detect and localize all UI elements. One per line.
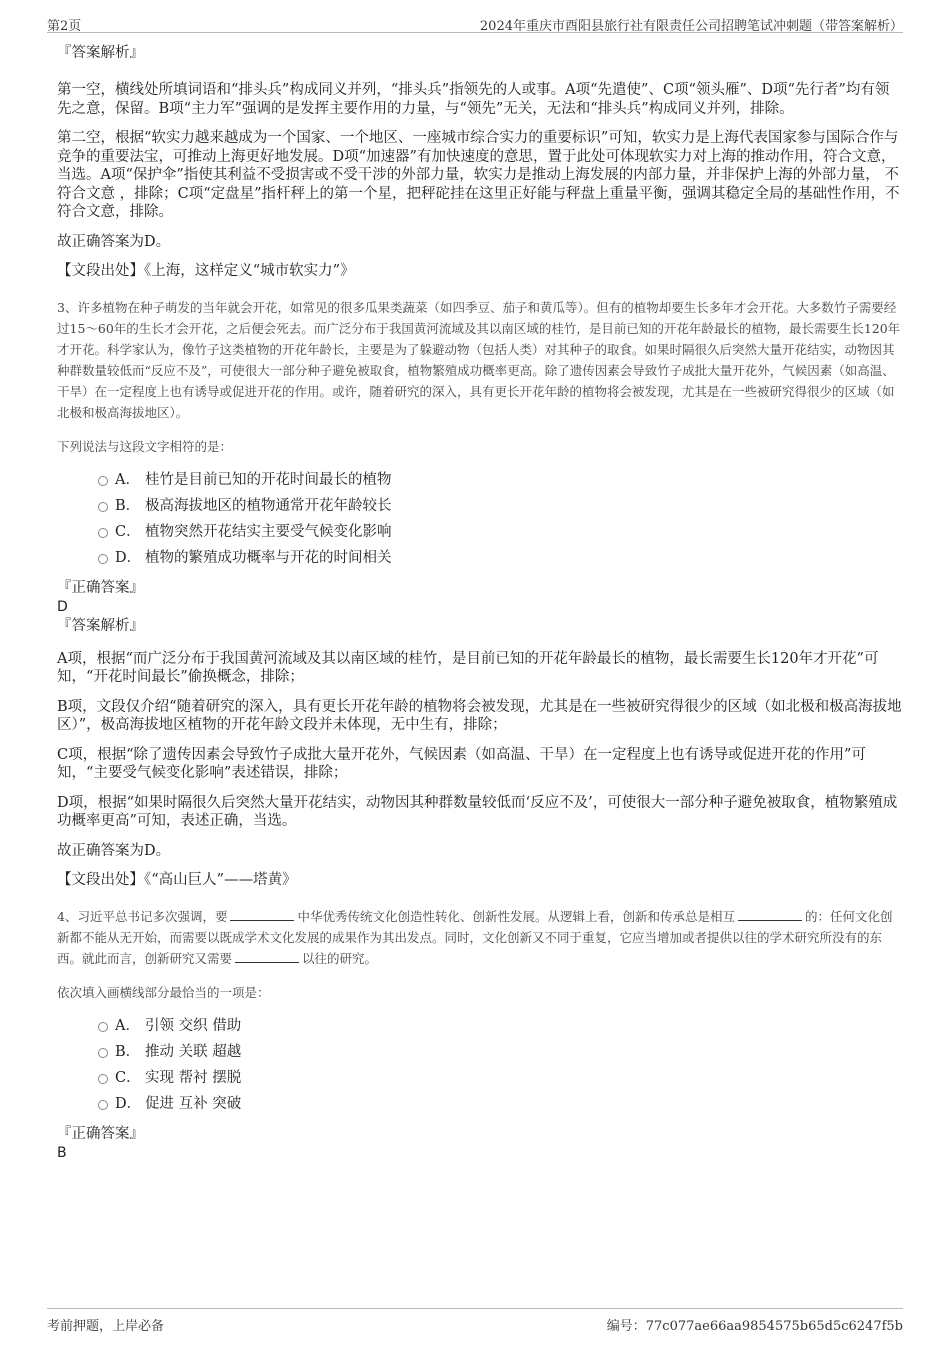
radio-button[interactable] [98, 502, 108, 512]
radio-button[interactable] [98, 476, 108, 486]
q4-stem [57, 906, 903, 969]
q4-option-a[interactable] [57, 1013, 903, 1039]
option-text: 植物突然开花结实主要受气候变化影响 [145, 523, 392, 540]
question-4 [57, 906, 903, 1163]
q3-analysis-c: C项，根据“除了遗传因素会导致竹子成批大量开花外，气候因素（如高温、干旱）在一定程度上也有诱导或促进开花的作用”可知，“主要受气候变化影响”表述错误，排除； [57, 746, 866, 781]
q2-analysis-paragraph: 第一空，横线处所填词语和“排头兵”构成同义并列，“排头兵”指领先的人或事。A项“先遣使”、C项“领头雁”、D项“先行者”均有领先之意，保留。B项“主力军”强调的是发挥主要作用的力量，与“领先”无关，无法和“排头兵”构成同义并列，排除。 [57, 82, 890, 117]
fill-blank [230, 908, 294, 921]
q2-source: 【文段出处】《上海，这样定义“城市软实力”》 [57, 263, 355, 279]
option-text: 植物的繁殖成功概率与开花的时间相关 [145, 549, 392, 566]
q4-options [57, 1013, 903, 1117]
q4-stem-part: 中华优秀传统文化创造性转化、创新性发展。从逻辑上看，创新和传承总是相互 [297, 908, 735, 924]
radio-button[interactable] [98, 554, 108, 564]
q3-option-c[interactable] [57, 519, 903, 545]
option-text: 引领 交织 借助 [145, 1017, 242, 1034]
q3-analysis-a: A项，根据“而广泛分布于我国黄河流域及其以南区域的桂竹，是目前已知的开花年龄最长的植物，最长需要生长120年才开花”可知，“开花时间最长”偷换概念，排除； [57, 650, 879, 685]
radio-button[interactable] [98, 528, 108, 538]
option-letter: B． [115, 497, 141, 514]
q3-source: 【文段出处】《“高山巨人”——塔黄》 [57, 872, 297, 888]
page-content [57, 44, 903, 1163]
option-letter: B． [115, 1043, 141, 1060]
radio-button[interactable] [98, 1100, 108, 1110]
page-header [47, 12, 903, 33]
q4-stem-part: 的：任何文化创新都不能从无开始，而需要以既成学术文化发展的成果作为其出发点。同时，文化创新又不同于重复，它应当增加或者提供以往的学术研究所没有的东西。就此而言，创新研究又需要 [57, 908, 893, 966]
q3-correct-answer: D [57, 598, 68, 615]
q4-prompt: 依次填入画横线部分最恰当的一项是： [57, 984, 270, 1000]
question-3 [57, 297, 903, 890]
option-letter: C． [115, 523, 141, 540]
q2-analysis-paragraph: 第二空，根据“软实力越来越成为一个国家、一个地区、一座城市综合实力的重要标识”可知，软实力是上海代表国家参与国际合作与竞争的重要法宝，可推动上海更好地发展。D项“加速器”有加快速度的意思，置于此处可体现软实力对上海的推动作用，符合文意，当选。A项“保护伞”指使其利益不受损害或不受干涉的外部力量，软实力是推动上海发展的内部力量，并非保护上海的外部力量， 不符合文意 ，排除；C项“定盘星”指杆秤上的第一个星，把秤砣挂在这里正好能与秤盘上重量平衡，强调其稳定全局的基础性作用，不符合文意，排除。 [57, 130, 900, 220]
radio-button[interactable] [98, 1022, 108, 1032]
fill-blank [738, 908, 802, 921]
q3-correct-label: 『正确答案』 [57, 579, 144, 596]
page-footer [47, 1308, 903, 1333]
option-letter: D． [115, 1095, 142, 1112]
radio-button[interactable] [98, 1048, 108, 1058]
q3-analysis-d: D项，根据“如果时隔很久后突然大量开花结实，动物因其种群数量较低而‘反应不及’，可使很大一部分种子避免被取食，植物繁殖成功概率更高”可知，表述正确，当选。 [57, 794, 898, 829]
q4-option-c[interactable] [57, 1065, 903, 1091]
q3-option-d[interactable] [57, 545, 903, 571]
q4-correct-label: 『正确答案』 [57, 1125, 144, 1142]
footer-slogan: 考前押题，上岸必备 [47, 1319, 165, 1334]
q3-options [57, 467, 903, 571]
fill-blank [235, 950, 299, 963]
q3-analysis-label: 『答案解析』 [57, 617, 144, 634]
q3-prompt: 下列说法与这段文字相符的是： [57, 438, 233, 454]
q3-option-a[interactable] [57, 467, 903, 493]
q2-analysis-section [57, 44, 903, 281]
q2-conclusion: 故正确答案为D。 [57, 233, 171, 250]
option-letter: A． [115, 1017, 140, 1034]
option-text: 桂竹是目前已知的开花时间最长的植物 [145, 471, 392, 488]
option-text: 促进 互补 突破 [145, 1095, 242, 1112]
q3-analysis-b: B项，文段仅介绍“随着研究的深入，具有更长开花年龄的植物将会被发现，尤其是在一些被研究得很少的区域（如北极和极高海拔地区）”，极高海拔地区植物的开花年龄文段并未体现，无中生有，排除； [57, 698, 902, 733]
option-text: 实现 帮衬 摆脱 [145, 1069, 242, 1086]
q4-stem-part: 以往的研究。 [302, 950, 378, 966]
q4-option-d[interactable] [57, 1091, 903, 1117]
option-text: 极高海拔地区的植物通常开花年龄较长 [145, 497, 392, 514]
option-text: 推动 关联 超越 [145, 1043, 242, 1060]
document-serial: 编号：77c077ae66aa9854575b65d5c6247f5b [606, 1319, 903, 1334]
q3-option-b[interactable] [57, 493, 903, 519]
radio-button[interactable] [98, 1074, 108, 1084]
q4-option-b[interactable] [57, 1039, 903, 1065]
document-title: 2024年重庆市酉阳县旅行社有限责任公司招聘笔试冲刺题（带答案解析） [479, 19, 903, 34]
page-number: 第2页 [47, 19, 82, 34]
option-letter: D． [115, 549, 142, 566]
q3-stem: 3、许多植物在种子萌发的当年就会开花，如常见的很多瓜果类蔬菜（如四季豆、茄子和黄瓜等）。但有的植物却要生长多年才会开花。大多数竹子需要经过15～60年的生长才会开花，之后便会死去。而广泛分布于我国黄河流域及其以南区域的桂竹，是目前已知的开花年龄最长的植物，最长需要生长120年才开花。科学家认为，像竹子这类植物的开花年龄长，主要是为了躲避动物（包括人类）对其种子的取食。如果时隔很久后突然大量开花结实，动物因其种群数量较低而“反应不及”，可使很大一部分种子避免被取食，植物繁殖成功概率更高。除了遗传因素会导致竹子成批大量开花外，气候因素（如高温、干旱）在一定程度上也有诱导或促进开花的作用。或许，随着研究的深入，具有更长开花年龄的植物将会被发现，尤其是在一些被研究得很少的区域（如北极和极高海拔地区）。 [57, 299, 901, 420]
q4-correct-answer: B [57, 1144, 67, 1161]
q4-stem-part: 4、习近平总书记多次强调，要 [57, 908, 228, 924]
option-letter: A． [115, 471, 140, 488]
q3-conclusion: 故正确答案为D。 [57, 842, 171, 859]
option-letter: C． [115, 1069, 141, 1086]
q2-analysis-label: 『答案解析』 [57, 45, 144, 61]
